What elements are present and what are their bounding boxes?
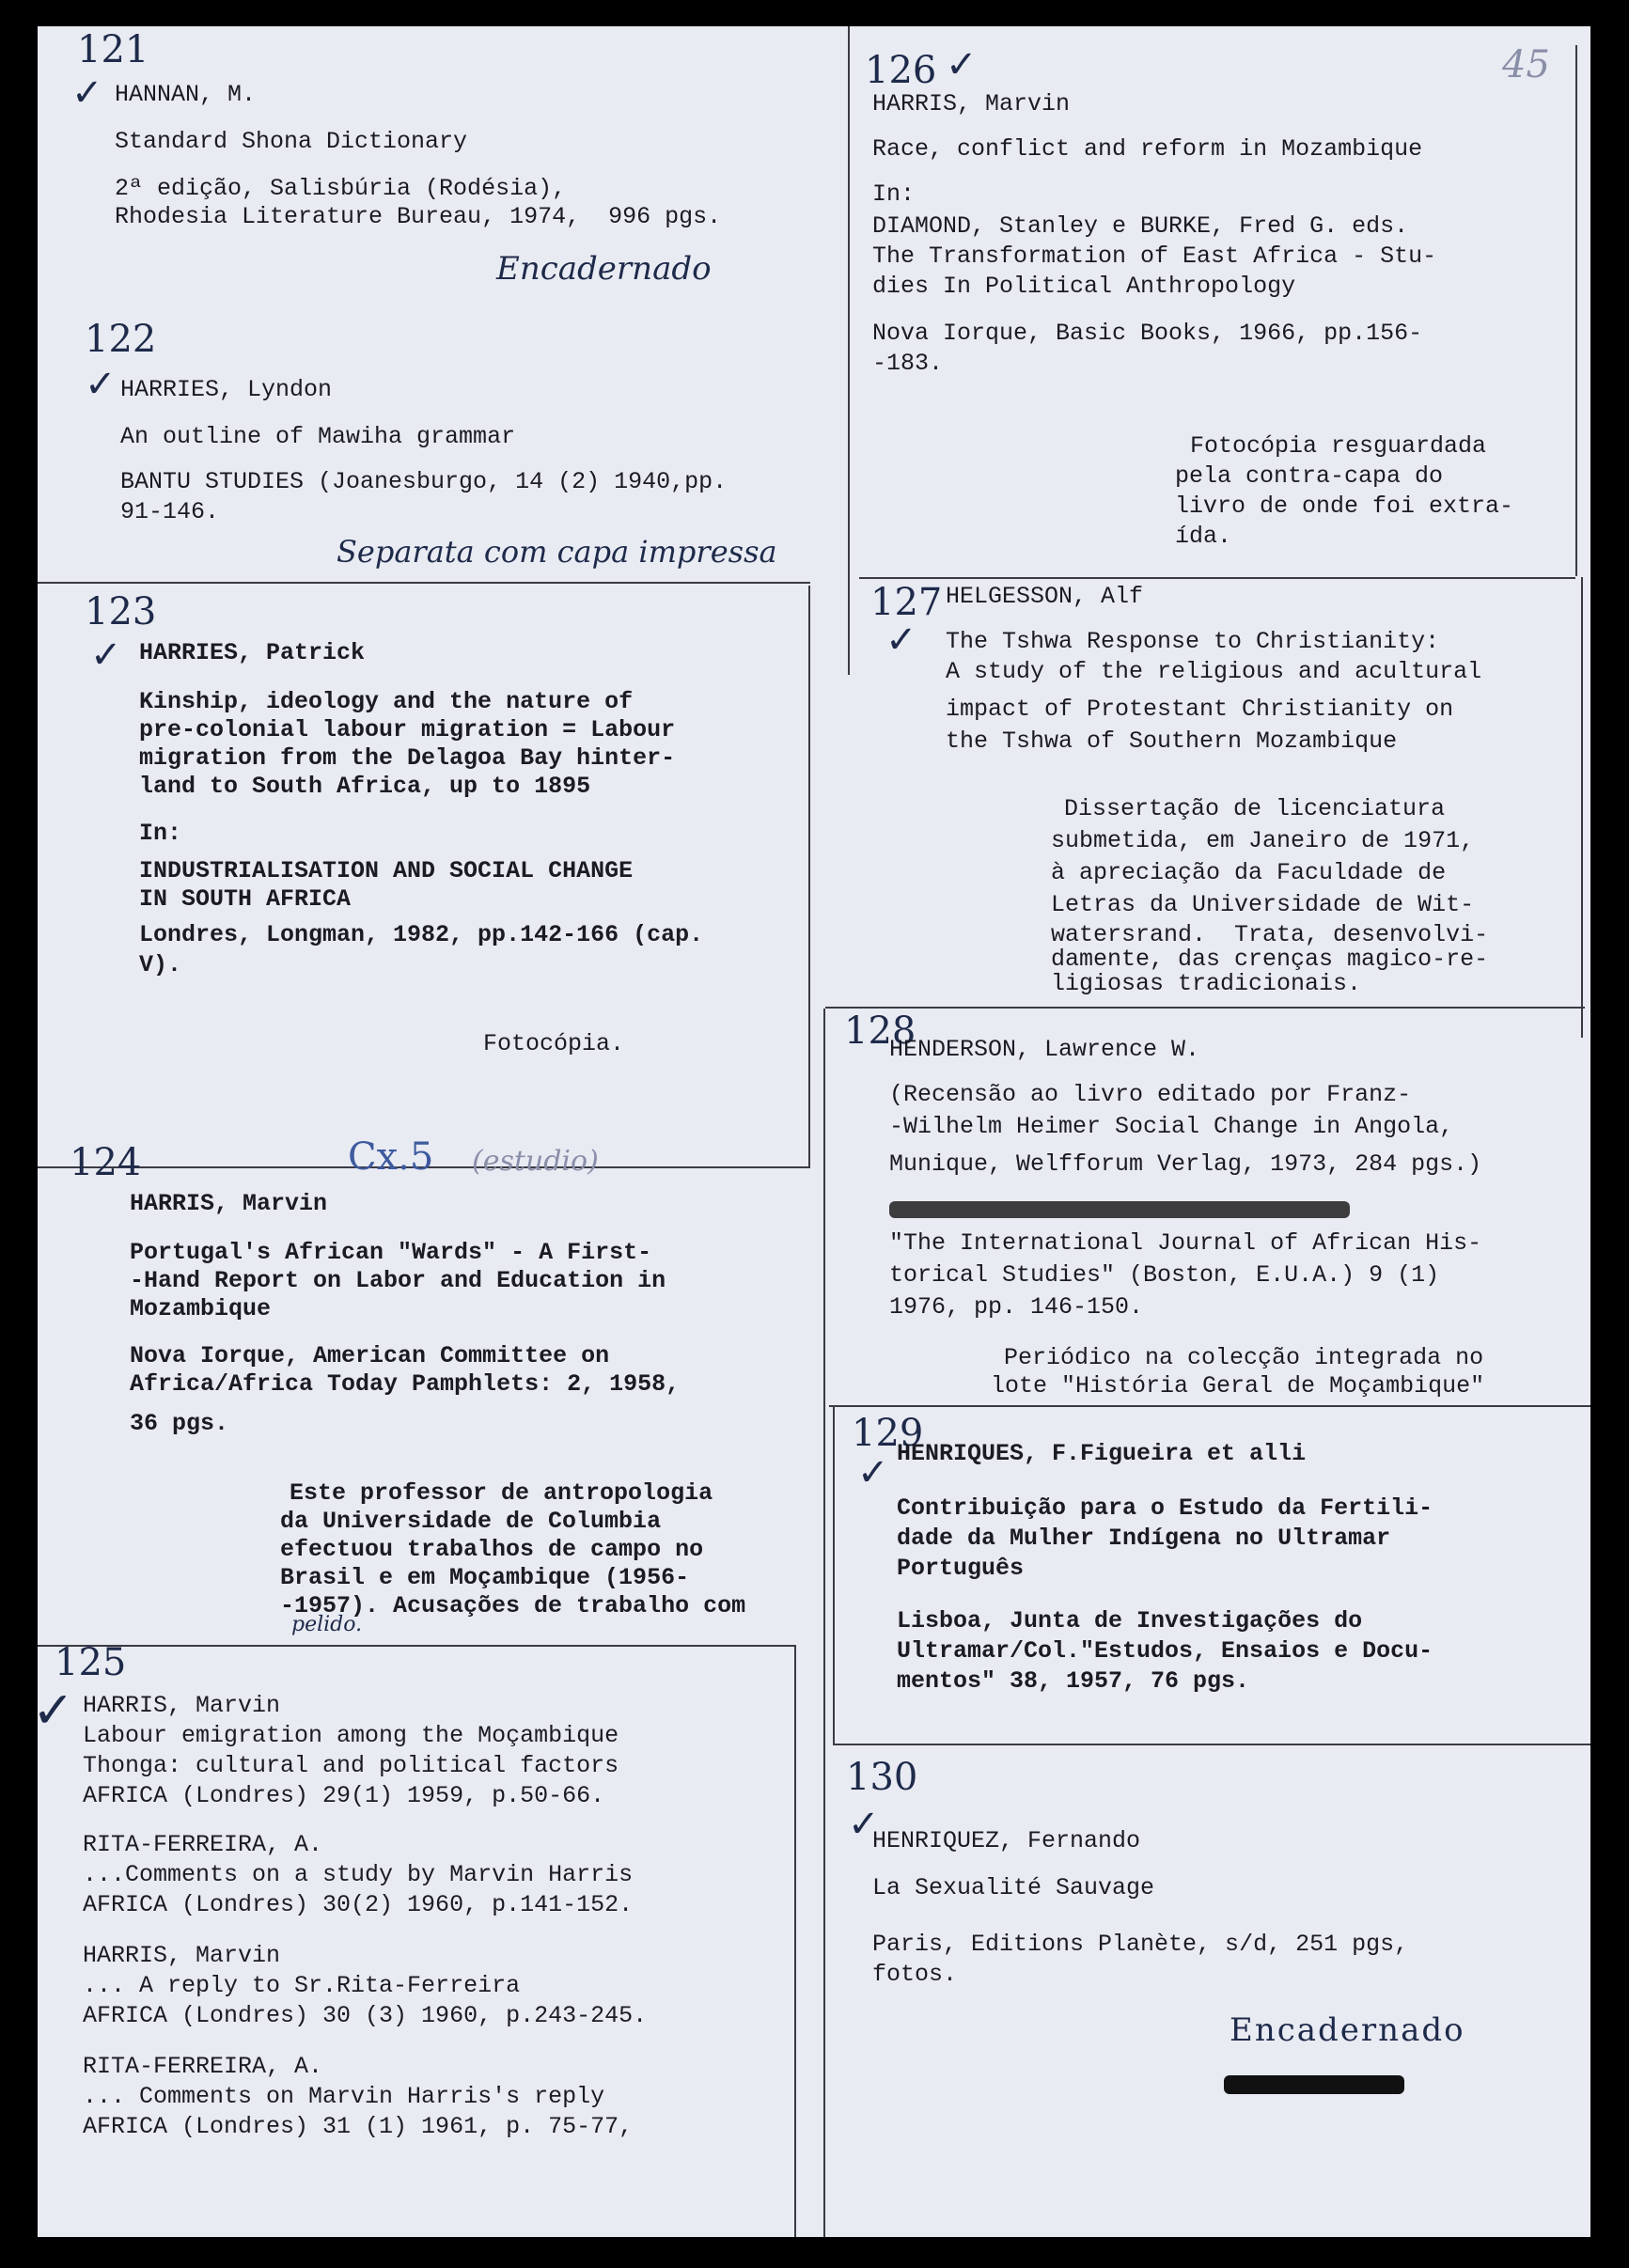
entry-128-comment: Periódico na colecção integrada no bbox=[1004, 1344, 1484, 1371]
entry-124-comment: pelido. bbox=[291, 1613, 363, 1636]
entry-125-line: AFRICA (Londres) 30(2) 1960, p.141-152. bbox=[83, 1891, 634, 1918]
entry-126-comment: ída. bbox=[1175, 523, 1232, 550]
entry-128-line: "The International Journal of African His- bbox=[889, 1229, 1482, 1257]
entry-126-comment: pela contra-capa do bbox=[1175, 462, 1444, 490]
entry-128-line: torical Studies" (Boston, E.U.A.) 9 (1) bbox=[889, 1261, 1440, 1289]
entry-126-number: 126 bbox=[865, 49, 937, 92]
entry-130-line: Paris, Editions Planète, s/d, 251 pgs, bbox=[872, 1931, 1409, 1958]
entry-124-box-note: (estudio) bbox=[472, 1145, 599, 1178]
check-mark: ✓ bbox=[71, 71, 103, 115]
entry-124-comment: da Universidade de Columbia bbox=[280, 1508, 662, 1535]
entry-127-author: HELGESSON, Alf bbox=[946, 583, 1144, 610]
entry-127-comment: à apreciação da Faculdade de bbox=[1051, 859, 1447, 886]
entry-122-author: HARRIES, Lyndon bbox=[120, 376, 333, 403]
entry-128-author: HENDERSON, Lawrence W. bbox=[889, 1036, 1200, 1063]
entry-128-title: (Recensão ao livro editado por Franz- bbox=[889, 1081, 1412, 1108]
entry-125-title: ...Comments on a study by Marvin Harris bbox=[83, 1861, 634, 1888]
entry-124-author: HARRIS, Marvin bbox=[130, 1190, 328, 1217]
entry-124-title: Mozambique bbox=[130, 1295, 272, 1322]
entry-123-title: pre-colonial labour migration = Labour bbox=[139, 716, 676, 743]
entry-128-comment: lote "História Geral de Moçambique" bbox=[991, 1372, 1485, 1400]
entry-125-author: HARRIS, Marvin bbox=[83, 1942, 281, 1969]
entry-124-comment: -1957). Acusações de trabalho com bbox=[280, 1592, 746, 1619]
entry-123-line: V). bbox=[139, 951, 182, 978]
entry-126-comment: livro de onde foi extra- bbox=[1175, 493, 1514, 520]
catalog-sheet bbox=[32, 26, 1590, 2237]
entry-124-comment: Brasil e em Moçambique (1956- bbox=[280, 1564, 690, 1591]
card-edge bbox=[823, 1009, 825, 2237]
entry-124-title: -Hand Report on Labor and Education in bbox=[130, 1267, 666, 1294]
entry-127-title: the Tshwa of Southern Mozambique bbox=[946, 727, 1398, 755]
check-mark: ✓ bbox=[90, 633, 122, 677]
entry-127-comment: Dissertação de licenciatura bbox=[1064, 795, 1446, 822]
entry-130-note: Encadernado bbox=[1230, 2011, 1465, 2049]
redaction-bar bbox=[1224, 2075, 1404, 2094]
entry-127-number: 127 bbox=[870, 581, 943, 624]
entry-123-title: migration from the Delagoa Bay hinter- bbox=[139, 744, 676, 772]
check-mark: ✓ bbox=[946, 43, 978, 86]
entry-121-note: Encadernado bbox=[496, 250, 712, 288]
entry-121-author: HANNAN, M. bbox=[115, 81, 257, 108]
entry-124-number: 124 bbox=[70, 1141, 142, 1184]
entry-123-number: 123 bbox=[85, 590, 157, 633]
card-edge bbox=[1575, 45, 1577, 576]
check-mark: ✓ bbox=[885, 618, 917, 662]
entry-129-line: Ultramar/Col."Estudos, Ensaios e Docu- bbox=[897, 1637, 1433, 1665]
entry-122-line: 91-146. bbox=[120, 498, 220, 525]
check-mark: ✓ bbox=[857, 1451, 889, 1494]
entry-122-line: BANTU STUDIES (Joanesburgo, 14 (2) 1940,pp. bbox=[120, 468, 728, 495]
entry-125-author: RITA-FERREIRA, A. bbox=[83, 2053, 323, 2080]
entry-127-title: impact of Protestant Christianity on bbox=[946, 696, 1454, 723]
entry-127-title: A study of the religious and acultural bbox=[946, 658, 1482, 685]
check-mark: ✓ bbox=[32, 1681, 75, 1740]
card-edge bbox=[833, 1407, 835, 1744]
entry-125-title: ... Comments on Marvin Harris's reply bbox=[83, 2083, 605, 2110]
entry-124-line: Nova Iorque, American Committee on bbox=[130, 1342, 610, 1369]
entry-126-line: dies In Political Anthropology bbox=[872, 273, 1296, 300]
entry-122-number: 122 bbox=[85, 318, 157, 361]
column-divider bbox=[848, 26, 850, 675]
entry-129-author: HENRIQUES, F.Figueira et alli bbox=[897, 1440, 1307, 1467]
entry-127-comment: Letras da Universidade de Wit- bbox=[1051, 891, 1475, 918]
entry-124-box-label: Cx.5 bbox=[348, 1135, 434, 1179]
check-mark: ✓ bbox=[848, 1803, 880, 1846]
entry-124-comment: efectuou trabalhos de campo no bbox=[280, 1536, 704, 1563]
entry-125-title: Labour emigration among the Moçambique bbox=[83, 1722, 619, 1749]
entry-123-note: Fotocópia. bbox=[483, 1030, 625, 1057]
entry-129-title: Português bbox=[897, 1555, 1025, 1582]
entry-130-title: La Sexualité Sauvage bbox=[872, 1874, 1155, 1901]
entry-126-comment: Fotocópia resguardada bbox=[1190, 432, 1487, 460]
entry-128-line: 1976, pp. 146-150. bbox=[889, 1293, 1144, 1321]
entry-123-line: IN SOUTH AFRICA bbox=[139, 885, 352, 913]
entry-127-comment: ligiosas tradicionais. bbox=[1051, 970, 1362, 997]
entry-122-title: An outline of Mawiha grammar bbox=[120, 423, 516, 450]
entry-125-title: Thonga: cultural and political factors bbox=[83, 1752, 619, 1779]
entry-128-title: -Wilhelm Heimer Social Change in Angola, bbox=[889, 1113, 1454, 1140]
entry-125-line: AFRICA (Londres) 29(1) 1959, p.50-66. bbox=[83, 1782, 605, 1809]
entry-123-author: HARRIES, Patrick bbox=[139, 639, 366, 666]
entry-128-number: 128 bbox=[844, 1009, 916, 1053]
struck-out-line bbox=[889, 1201, 1350, 1218]
entry-126-line: The Transformation of East Africa - Stu- bbox=[872, 242, 1437, 270]
entry-129-title: Contribuição para o Estudo da Fertili- bbox=[897, 1494, 1433, 1522]
entry-126-author: HARRIS, Marvin bbox=[872, 90, 1071, 117]
entry-121-line: 2ª edição, Salisbúria (Rodésia), bbox=[115, 175, 567, 202]
entry-124-title: Portugal's African "Wards" - A First- bbox=[130, 1239, 652, 1266]
card-edge bbox=[794, 1645, 796, 2237]
entry-124-comment: Este professor de antropologia bbox=[290, 1479, 713, 1507]
entry-126-title: Race, conflict and reform in Mozambique bbox=[872, 135, 1423, 163]
card-edge bbox=[808, 586, 810, 1166]
check-mark: ✓ bbox=[85, 363, 117, 406]
entry-129-title: dade da Mulher Indígena no Ultramar bbox=[897, 1525, 1391, 1552]
entry-128-line: Munique, Welfforum Verlag, 1973, 284 pgs.) bbox=[889, 1150, 1482, 1178]
entry-123-line: In: bbox=[139, 820, 182, 847]
entry-125-line: AFRICA (Londres) 31 (1) 1961, p. 75-77, bbox=[83, 2113, 634, 2140]
card-divider bbox=[38, 1645, 794, 1647]
entry-123-line: Londres, Longman, 1982, pp.142-166 (cap. bbox=[139, 921, 704, 948]
entry-127-comment: damente, das crenças magico-re- bbox=[1051, 946, 1489, 973]
card-divider bbox=[829, 1405, 1590, 1407]
entry-125-title: ... A reply to Sr.Rita-Ferreira bbox=[83, 1972, 521, 1999]
card-divider bbox=[825, 1007, 1585, 1009]
entry-130-author: HENRIQUEZ, Fernando bbox=[872, 1827, 1141, 1854]
entry-130-number: 130 bbox=[846, 1756, 918, 1799]
entry-125-number: 125 bbox=[55, 1641, 127, 1684]
card-divider bbox=[38, 582, 810, 584]
entry-124-line: Africa/Africa Today Pamphlets: 2, 1958, bbox=[130, 1370, 681, 1398]
entry-123-title: land to South Africa, up to 1895 bbox=[139, 773, 591, 800]
entry-124-line: 36 pgs. bbox=[130, 1410, 229, 1437]
card-edge bbox=[1581, 577, 1583, 1038]
entry-126-line: DIAMOND, Stanley e BURKE, Fred G. eds. bbox=[872, 212, 1409, 240]
entry-125-line: AFRICA (Londres) 30 (3) 1960, p.243-245. bbox=[83, 2002, 648, 2029]
entry-121-number: 121 bbox=[77, 28, 149, 71]
entry-127-comment: watersrand. Trata, desenvolvi- bbox=[1051, 921, 1489, 948]
entry-126-line: -183. bbox=[872, 350, 944, 377]
page-number: 45 bbox=[1502, 43, 1550, 86]
entry-125-author: RITA-FERREIRA, A. bbox=[83, 1831, 323, 1858]
entry-126-line: In: bbox=[872, 180, 916, 208]
entry-126-line: Nova Iorque, Basic Books, 1966, pp.156- bbox=[872, 320, 1423, 347]
entry-130-line: fotos. bbox=[872, 1961, 958, 1988]
entry-129-line: Lisboa, Junta de Investigações do bbox=[897, 1607, 1363, 1635]
entry-129-number: 129 bbox=[852, 1412, 924, 1455]
card-divider bbox=[859, 577, 1575, 579]
entry-127-title: The Tshwa Response to Christianity: bbox=[946, 628, 1440, 655]
card-divider bbox=[833, 1744, 1590, 1745]
entry-123-line: INDUSTRIALISATION AND SOCIAL CHANGE bbox=[139, 857, 634, 884]
entry-127-comment: submetida, em Janeiro de 1971, bbox=[1051, 827, 1475, 854]
entry-121-line: Rhodesia Literature Bureau, 1974, 996 pgs. bbox=[115, 203, 722, 230]
entry-129-line: mentos" 38, 1957, 76 pgs. bbox=[897, 1667, 1250, 1695]
entry-122-note: Separata com capa impressa bbox=[337, 534, 777, 570]
entry-121-title: Standard Shona Dictionary bbox=[115, 128, 468, 155]
entry-125-author: HARRIS, Marvin bbox=[83, 1692, 281, 1719]
entry-123-title: Kinship, ideology and the nature of bbox=[139, 688, 634, 715]
